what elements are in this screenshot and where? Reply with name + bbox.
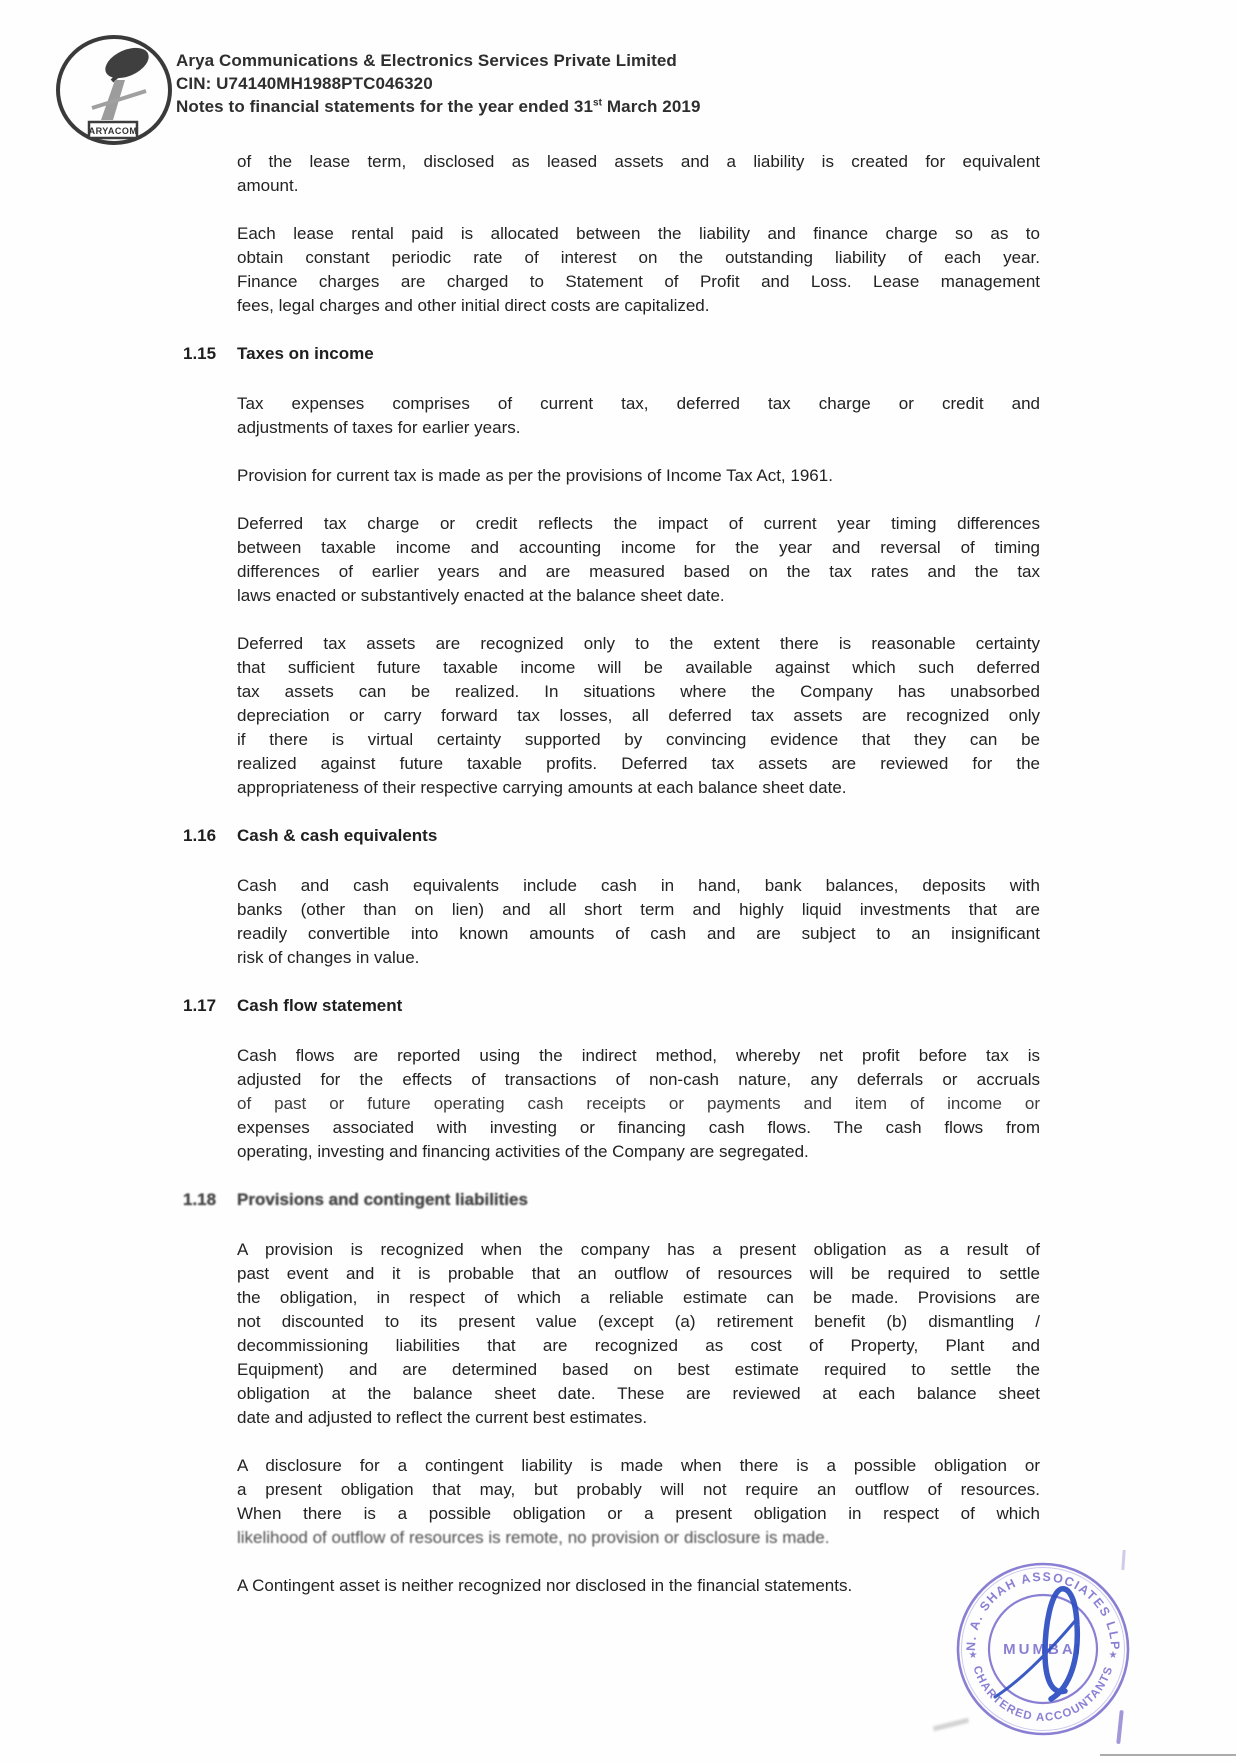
text-line: Deferred tax charge or credit reflects the impact of current year timing differences (237, 514, 1040, 533)
text-line: amount. (237, 176, 299, 195)
text-line: tax assets can be realized. In situations where the Company has unabsorbed (237, 682, 1040, 701)
notes-body (183, 150, 1040, 1622)
paragraph-provision-recognition (237, 1238, 1040, 1430)
section-title: Cash & cash equivalents (237, 826, 438, 845)
text-line: operating, investing and financing activities of the Company are segregated. (237, 1142, 809, 1161)
text-line: expenses associated with investing or financing cash flows. The cash flows from (237, 1118, 1040, 1137)
text-line: readily convertible into known amounts of cash and are subject to an insignificant (237, 924, 1040, 943)
text-line: Cash and cash equivalents include cash in hand, bank balances, deposits with (237, 876, 1040, 895)
text-line: Tax expenses comprises of current tax, deferred tax charge or credit and (237, 394, 1040, 413)
paragraph-contingent-liability-disclosure (237, 1454, 1040, 1550)
section-number: 1.16 (183, 826, 217, 845)
text-line: realized against future taxable profits. Deferred tax assets are reviewed for the (237, 754, 1040, 773)
text-line: fees, legal charges and other initial direct costs are capitalized. (237, 296, 710, 315)
notes-title: Notes to financial statements for the year ended 31st March 2019 (176, 97, 701, 116)
paragraph-current-tax-provision (237, 464, 1040, 488)
text-line: between taxable income and accounting income for the year and reversal of timing (237, 538, 1040, 557)
text-line: a present obligation that may, but probably will not require an outflow of resources. (237, 1480, 1040, 1499)
text-line: adjusted for the effects of transactions of non-cash nature, any deferrals or accruals (237, 1070, 1040, 1089)
document-header (176, 49, 916, 118)
company-logo (54, 34, 174, 146)
paragraph-deferred-tax-charge (237, 512, 1040, 608)
section-number: 1.18 (183, 1190, 217, 1209)
section-heading-cash-equivalents (183, 824, 1040, 848)
section-number: 1.15 (183, 344, 217, 363)
text-line: A Contingent asset is neither recognized nor disclosed in the financial statements. (237, 1576, 853, 1595)
paragraph-lease-rental (237, 222, 1040, 318)
text-line: appropriateness of their respective carrying amounts at each balance sheet date. (237, 778, 847, 797)
text-line: decommissioning liabilities that are recognized as cost of Property, Plant and (237, 1336, 1040, 1355)
text-line: of the lease term, disclosed as leased assets and a liability is created for equivalent (237, 152, 1040, 171)
text-line: Equipment) and are determined based on best estimate required to settle the (237, 1360, 1040, 1379)
section-title: Taxes on income (237, 344, 374, 363)
chartered-accountant-stamp (953, 1559, 1133, 1739)
text-line: past event and it is probable that an outflow of resources will be required to settle (237, 1264, 1040, 1283)
text-line: obtain constant periodic rate of interest on the outstanding liability of each year. (237, 248, 1040, 267)
section-heading-taxes-on-income (183, 342, 1040, 366)
text-line: differences of earlier years and are measured based on the tax rates and the tax (237, 562, 1040, 581)
section-heading-provisions (183, 1188, 1040, 1212)
text-line: adjustments of taxes for earlier years. (237, 418, 521, 437)
scan-artifact-bottom-line (1100, 1754, 1236, 1756)
text-line: When there is a possible obligation or a present obligation in respect of which (237, 1504, 1040, 1523)
text-line: depreciation or carry forward tax losses, all deferred tax assets are recognized only (237, 706, 1040, 725)
paragraph-tax-expenses (237, 392, 1040, 440)
text-line: risk of changes in value. (237, 948, 420, 967)
company-name: Arya Communications & Electronics Services Private Limited (176, 51, 677, 70)
ordinal-superscript: st (593, 97, 603, 109)
logo-wordmark: ARYACOM (88, 126, 138, 136)
text-line: likelihood of outflow of resources is remote, no provision or disclosure is made. (237, 1528, 830, 1547)
text-line: A disclosure for a contingent liability is made when there is a possible obligation or (237, 1456, 1040, 1475)
paragraph-cash-equivalents (237, 874, 1040, 970)
paragraph-cash-flows (237, 1044, 1040, 1164)
text-line: date and adjusted to reflect the current best estimates. (237, 1408, 648, 1427)
text-line: not discounted to its present value (except (a) retirement benefit (b) dismantling / (237, 1312, 1040, 1331)
text-line: Provision for current tax is made as per the provisions of Income Tax Act, 1961. (237, 466, 833, 485)
text-line: Deferred tax assets are recognized only to the extent there is reasonable certainty (237, 634, 1040, 653)
paragraph-contingent-asset (237, 1574, 1040, 1598)
paragraph-lease-continuation (237, 150, 1040, 198)
stamp-city: MUMBAI (1003, 1641, 1083, 1658)
text-line: if there is virtual certainty supported by convincing evidence that they can be (237, 730, 1040, 749)
section-title: Cash flow statement (237, 996, 403, 1015)
aryacom-logo-graphic (54, 34, 174, 146)
text-line: Each lease rental paid is allocated between the liability and finance charge so as to (237, 224, 1040, 243)
text-line: Cash flows are reported using the indirect method, whereby net profit before tax is (237, 1046, 1040, 1065)
section-title: Provisions and contingent liabilities (237, 1190, 528, 1209)
stamp-graphic (953, 1559, 1133, 1739)
section-number: 1.17 (183, 996, 217, 1015)
text-line: that sufficient future taxable income will be available against which such deferred (237, 658, 1040, 677)
text-line: the obligation, in respect of which a reliable estimate can be made. Provisions are (237, 1288, 1040, 1307)
section-heading-cash-flow (183, 994, 1040, 1018)
stamp-star-left: ★ (968, 1650, 978, 1661)
text-line: banks (other than on lien) and all short term and highly liquid investments that are (237, 900, 1040, 919)
company-cin: CIN: U74140MH1988PTC046320 (176, 74, 433, 93)
stamp-firm-name: N. A. SHAH ASSOCIATES LLP (963, 1569, 1123, 1652)
stamp-star-right: ★ (1108, 1650, 1118, 1661)
stamp-designation: CHARTERED ACCOUNTANTS (970, 1664, 1116, 1724)
paragraph-deferred-tax-assets (237, 632, 1040, 800)
text-line: of past or future operating cash receipts or payments and item of income or (237, 1094, 1040, 1113)
text-line: obligation at the balance sheet date. These are reviewed at each balance sheet (237, 1384, 1040, 1403)
text-line: Finance charges are charged to Statement of Profit and Loss. Lease management (237, 272, 1040, 291)
svg-text:CHARTERED ACCOUNTANTS (970, 1665, 1115, 1724)
text-line: laws enacted or substantively enacted at the balance sheet date. (237, 586, 725, 605)
text-line: A provision is recognized when the company has a present obligation as a result of (237, 1240, 1040, 1259)
